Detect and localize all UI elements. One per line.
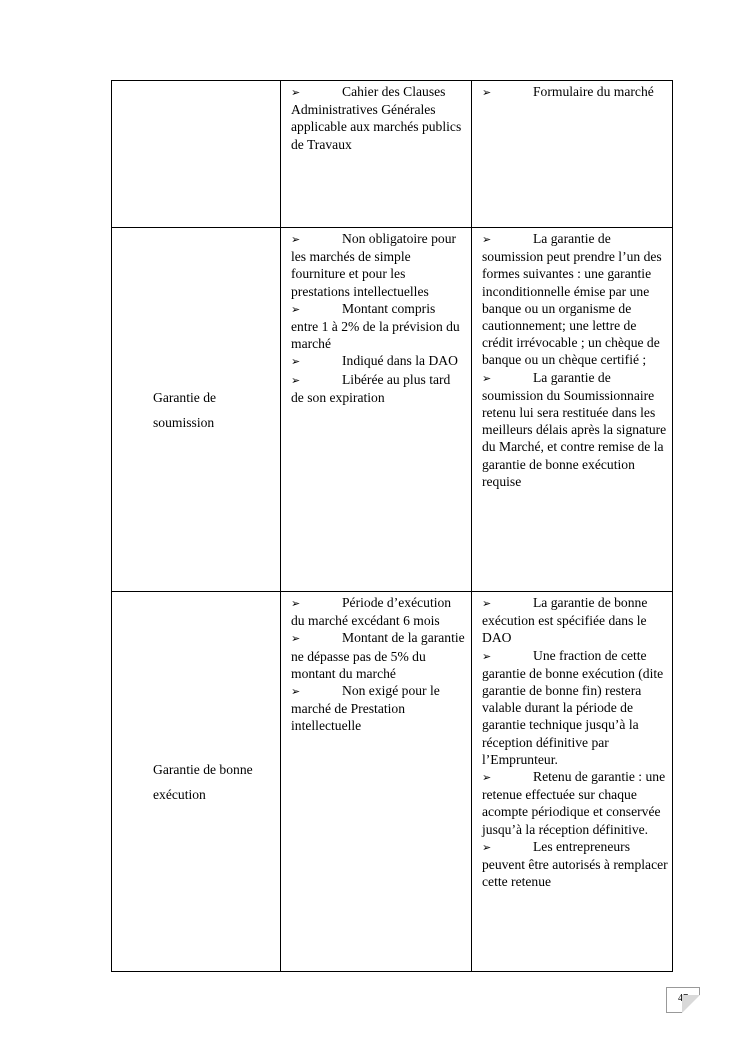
arrow-bullet-icon: ➢ [482,86,492,99]
table-row [112,592,673,972]
arrow-bullet-icon: ➢ [291,373,301,387]
bullet-item: ➢ Les entrepreneurs peuvent être autorisés à remplacer cette retenue [482,838,668,890]
conditions-cell [281,81,472,228]
row-label-line: exécution [153,786,206,802]
bullet-item: ➢ Non obligatoire pour les marchés de simple fourniture et pour les prestations intellectuelles [291,231,457,299]
details-cell [472,81,673,228]
details-cell [472,592,673,972]
bullet-item: ➢ Montant compris entre 1 à 2% de la prévision du marché [291,300,460,352]
bullet-item: ➢ La garantie de soumission du Soumissionnaire retenu lui sera restituée dans les meilleurs délais après la signature du Marché, et contre remise de la garantie de bonne exécution requise [482,369,667,489]
arrow-bullet-icon: ➢ [482,597,492,610]
arrow-bullet-icon: ➢ [482,233,492,246]
row-label [112,81,281,228]
arrow-bullet-icon: ➢ [291,233,301,246]
row-label-line: Garantie de [153,389,217,405]
arrow-bullet-icon: ➢ [291,86,301,99]
table-row [112,81,673,228]
arrow-bullet-icon: ➢ [482,771,492,785]
arrow-bullet-icon: ➢ [291,685,301,699]
bullet-item: ➢ La garantie de bonne exécution est spécifiée dans le DAO [482,595,648,646]
row-label-line: soumission [153,414,215,430]
bullet-item: ➢ Une fraction de cette garantie de bonne exécution (dite garantie de bonne fin) restera valable durant la période de garantie technique jusqu’à la réception définitive par l’Emprunteur. [482,647,664,767]
row-label-line: Garantie de bonne [153,761,253,777]
details-cell [472,228,673,592]
table-row [112,228,673,592]
guarantee-table [111,80,673,972]
bullet-item: ➢ Période d’exécution du marché excédant 6 mois [291,595,452,629]
bullet-item: ➢ La garantie de soumission peut prendre l’un des formes suivantes : une garantie inconditionnelle émise par une banque ou un organisme de cautionnement; une lettre de crédit irrévocable ; un chèque de banque ou un chèque certifié ; [482,231,662,368]
bullet-item: ➢ Libérée au plus tard de son expiration [291,371,451,405]
bullet-item: ➢ Formulaire du marché [482,83,668,101]
bullet-item: ➢ Cahier des Clauses Administratives Générales applicable aux marchés publics de Travaux [291,84,462,152]
arrow-bullet-icon: ➢ [482,840,492,854]
bullet-item: ➢ Non exigé pour le marché de Prestation intellectuelle [291,683,440,734]
row-label [112,228,281,592]
arrow-bullet-icon: ➢ [482,371,492,385]
page-number: 47 [666,987,700,1013]
bullet-item: ➢ Retenu de garantie : une retenue effectuée sur chaque acompte périodique et conservée jusqu’à la réception définitive. [482,769,666,837]
row-label [112,592,281,972]
bullet-item: ➢ Indiqué dans la DAO [291,352,465,370]
conditions-cell [281,228,472,592]
arrow-bullet-icon: ➢ [291,302,301,316]
arrow-bullet-icon: ➢ [291,355,301,369]
conditions-cell [281,592,472,972]
arrow-bullet-icon: ➢ [482,649,492,663]
arrow-bullet-icon: ➢ [291,597,301,610]
bullet-item: ➢ Montant de la garantie ne dépasse pas de 5% du montant du marché [291,630,465,681]
arrow-bullet-icon: ➢ [291,632,301,646]
